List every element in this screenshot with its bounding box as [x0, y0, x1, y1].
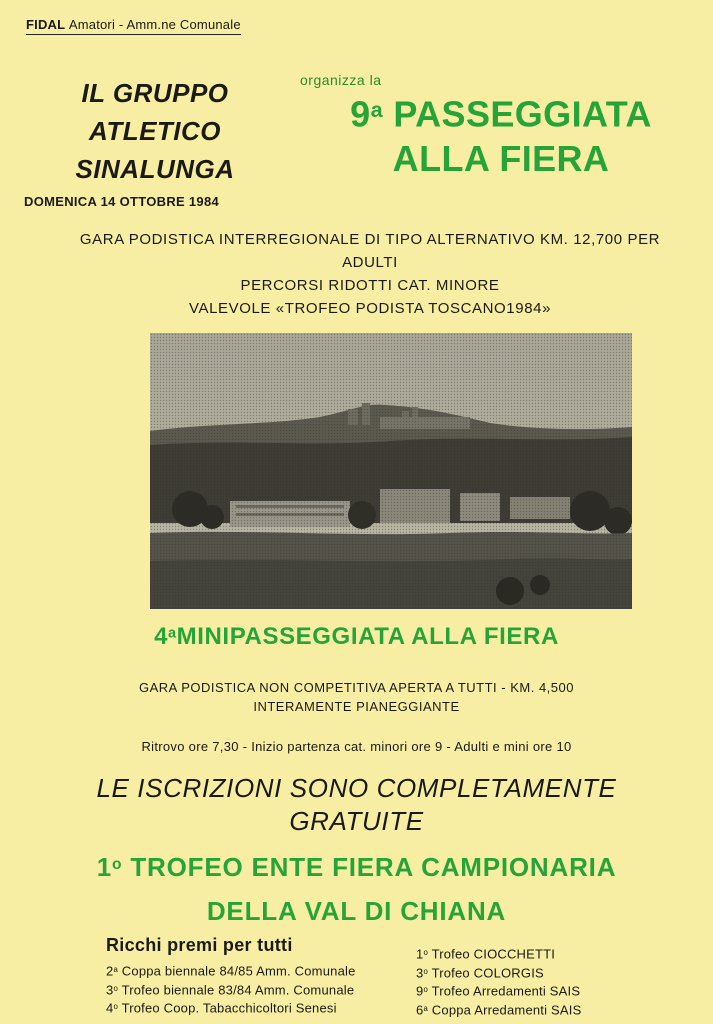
- prize-item: 3$^o$ Trofeo COLORGIS: [416, 965, 544, 980]
- event-title: [296, 88, 706, 181]
- mini-race-description: [0, 678, 713, 716]
- trophy-ordinal: o: [112, 856, 123, 873]
- mini-number: 4: [154, 623, 169, 650]
- registration-line-2: GRATUITE: [289, 806, 424, 836]
- organizza-label: organizza la: [300, 72, 382, 88]
- event-title-line-1: [296, 88, 706, 137]
- header-amministrazione: Amatori - Amm.ne Comunale: [68, 17, 241, 32]
- prize-item: 3$^o$ Trofeo biennale 83/84 Amm. Comunale: [106, 982, 355, 997]
- race-line-4: VALEVOLE «TROFEO PODISTA TOSCANO1984»: [188, 300, 552, 317]
- trophy-line-2: DELLA VAL DI CHIANA: [206, 896, 507, 927]
- race-line-2: ADULTI: [342, 254, 398, 271]
- trophy-text-1: TROFEO ENTE FIERA CAMPIONARIA: [130, 852, 617, 883]
- event-title-line-2: ALLA FIERA: [392, 137, 610, 179]
- mini-title-text: MINIPASSEGGIATA ALLA FIERA: [176, 623, 559, 650]
- town-photo: [150, 333, 632, 609]
- town-photo-illustration: [150, 333, 632, 609]
- mini-race-title: [0, 623, 713, 651]
- event-ordinal: a: [370, 97, 383, 122]
- prize-item: 2$^a$ Coppa biennale 84/85 Amm. Comunale: [106, 963, 356, 979]
- race-description: [40, 228, 700, 320]
- prize-item: 1$^o$ Trofeo CIOCCHETTI: [416, 946, 556, 962]
- event-number: 9: [350, 93, 371, 135]
- trophy-title: [0, 843, 713, 933]
- header-federation: [26, 17, 241, 35]
- registration-notice: [0, 772, 713, 838]
- prizes-list-left: [106, 961, 356, 1017]
- mini-desc-line-2: INTERAMENTE PIANEGGIANTE: [253, 699, 460, 714]
- prize-item: 4$^o$ Trofeo Coop. Tabacchicoltori Senesi: [106, 1000, 337, 1016]
- prizes-list-right: [416, 944, 581, 1018]
- mini-desc-line-1: GARA PODISTICA NON COMPETITIVA APERTA A TUTTI - KM. 4,500: [139, 680, 574, 695]
- organizer-name: [40, 74, 270, 188]
- trophy-number: 1: [96, 852, 112, 883]
- schedule-text: Ritrovo ore 7,30 - Inizio partenza cat. minori ore 9 - Adulti e mini ore 10: [141, 739, 572, 754]
- registration-line-1: LE ISCRIZIONI SONO COMPLETAMENTE: [96, 773, 617, 803]
- prizes-heading: Ricchi premi per tutti: [106, 935, 293, 955]
- prize-item: 9$^o$ Trofeo Arredamenti SAIS: [416, 983, 581, 999]
- organizer-line-3: SINALUNGA: [75, 154, 235, 184]
- race-line-3: PERCORSI RIDOTTI CAT. MINORE: [240, 277, 500, 294]
- header-fidal: FIDAL: [26, 17, 66, 32]
- mini-ordinal: a: [168, 625, 177, 642]
- prize-item: 6$^a$ Coppa Arredamenti SAIS: [416, 1002, 582, 1017]
- trophy-line-1: [0, 843, 713, 889]
- organizer-line-1: IL GRUPPO: [81, 78, 229, 108]
- race-line-1: GARA PODISTICA INTERREGIONALE DI TIPO ALTERNATIVO KM. 12,700 PER: [79, 231, 661, 248]
- event-date: DOMENICA 14 OTTOBRE 1984: [24, 194, 220, 209]
- event-title-text-1: PASSEGGIATA: [393, 93, 652, 135]
- organizer-line-2: ATLETICO: [88, 116, 222, 146]
